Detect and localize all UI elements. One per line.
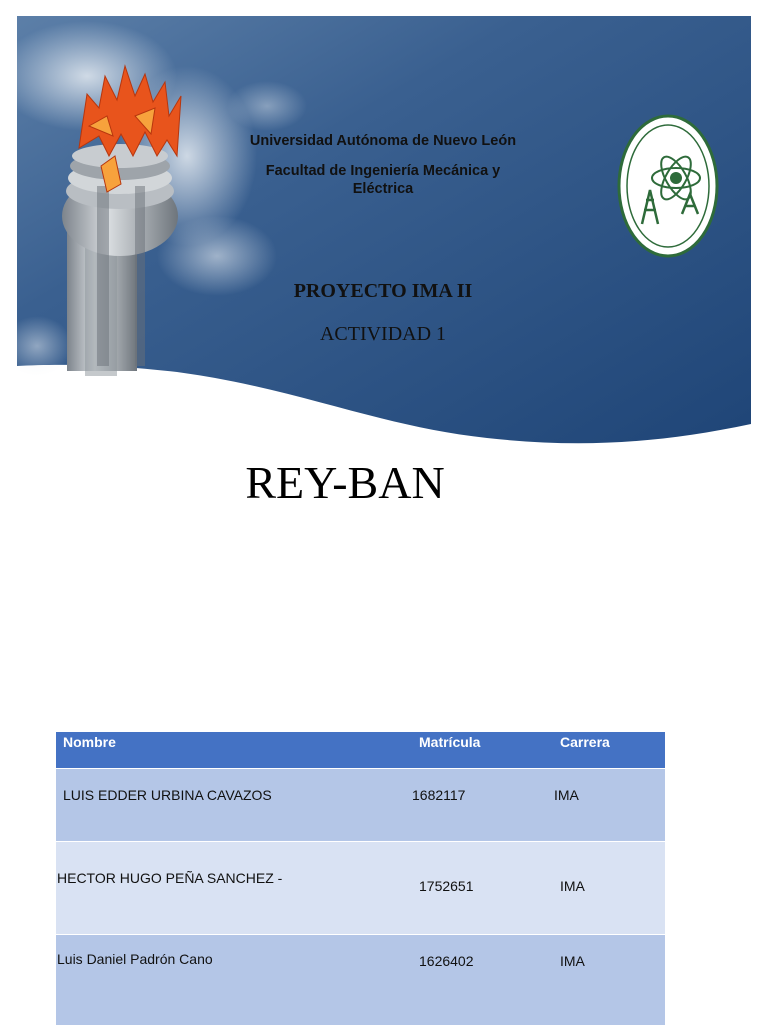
faculty-name: Facultad de Ingeniería Mecánica y Eléctrica [265,163,501,197]
cell-carrera: IMA [560,953,585,969]
column-header-nombre: Nombre [63,734,116,750]
table-row [56,769,665,841]
cell-carrera: IMA [554,787,579,803]
fime-seal [619,116,717,256]
team-table [56,732,665,1025]
university-name: Universidad Autónoma de Nuevo León [249,133,517,149]
table-header-row [56,732,665,768]
activity-label: ACTIVIDAD 1 [319,323,447,345]
cell-nombre: Luis Daniel Padrón Cano [57,951,213,967]
cell-matricula: 1752651 [419,878,474,894]
cell-nombre: HECTOR HUGO PEÑA SANCHEZ - [57,870,283,886]
cell-carrera: IMA [560,878,585,894]
cover-banner [17,16,751,446]
table-row [56,842,665,934]
project-title: PROYECTO IMA II [293,280,473,302]
table-row [56,935,665,1025]
document-title: REY-BAN [245,457,445,508]
cell-matricula: 1682117 [412,787,466,803]
column-header-carrera: Carrera [560,734,610,750]
cell-matricula: 1626402 [419,953,474,969]
column-header-matricula: Matrícula [419,734,481,750]
cell-nombre: LUIS EDDER URBINA CAVAZOS [63,787,272,803]
banner-graphic [17,16,751,446]
